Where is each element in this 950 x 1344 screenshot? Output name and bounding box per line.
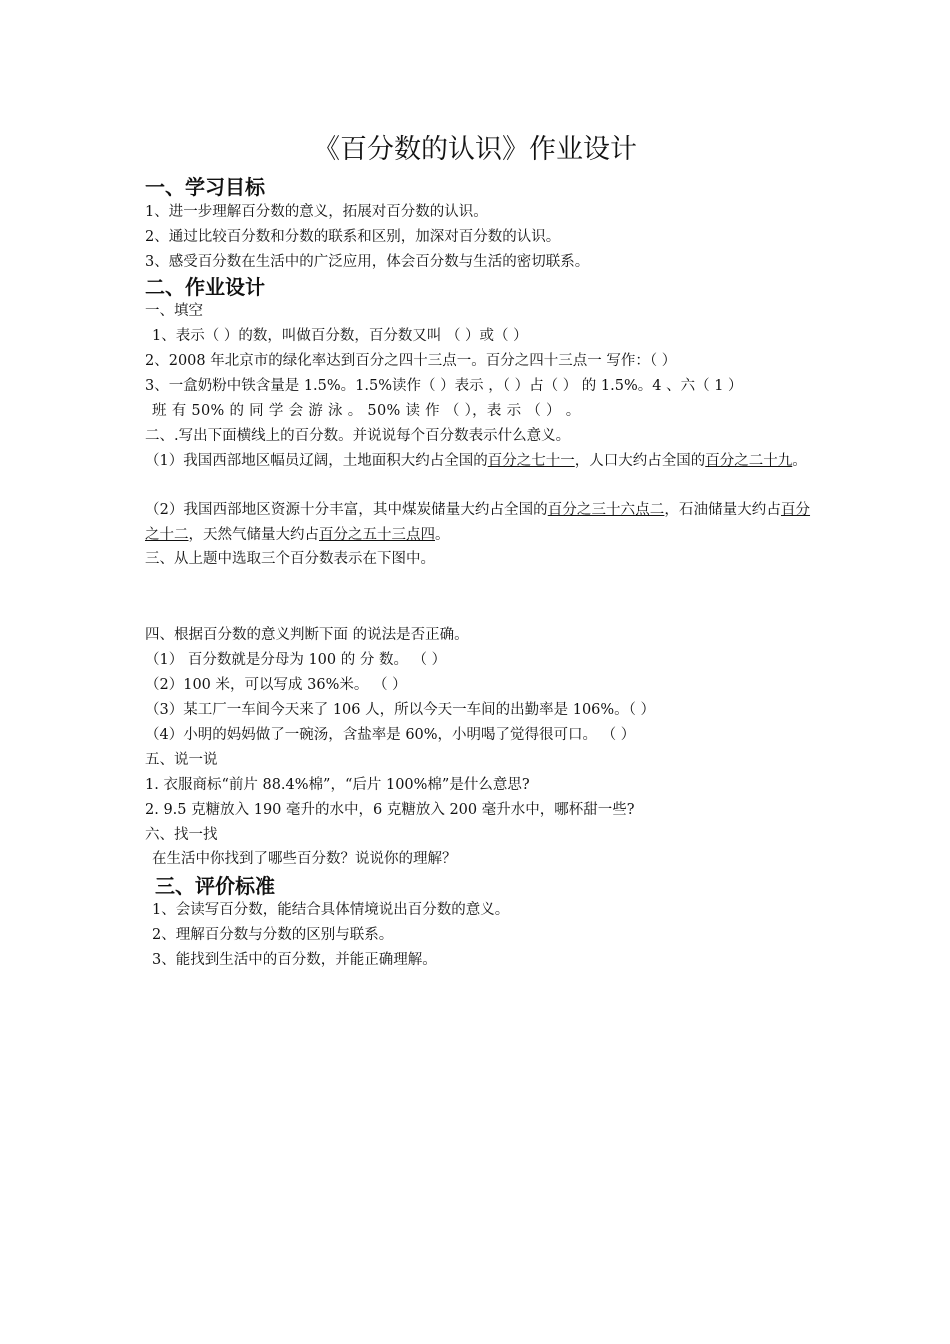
part5-label: 五、说一说 [145,752,218,768]
p2-underlined-percent-3: 百分之五十三点四 [319,527,435,543]
goal-item-2: 2、通过比较百分数和分数的联系和区别，加深对百分数的认识。 [145,229,561,245]
evaluation-item-2: 2、理解百分数与分数的区别与联系。 [152,927,394,943]
part1-label: 一、填空 [145,303,203,319]
evaluation-item-3: 3、能找到生活中的百分数，并能正确理解。 [152,952,437,968]
p1-text-c: 。 [792,453,807,469]
goal-item-3: 3、感受百分数在生活中的广泛应用，体会百分数与生活的密切联系。 [145,254,590,270]
part2-label: 二、.写出下面横线上的百分数。并说说每个百分数表示什么意义。 [145,428,571,444]
part6-label: 六、找一找 [145,827,218,843]
p2-text-a: （2）我国西部地区资源十分丰富，其中煤炭储量大约占全国的 [145,502,548,518]
part3-label: 三、从上题中选取三个百分数表示在下图中。 [145,551,435,567]
fill-question-1: 1、表示（ ）的数，叫做百分数，百分数又叫 （ ）或（ ） [152,328,528,344]
p2-underlined-percent-2: 百分之十二 [145,502,811,543]
p1-underlined-percent-1: 百分之七十一 [487,453,575,469]
document-title: 《百分数的认识》作业设计 [313,134,637,165]
fill-question-3-line2: 班 有 50% 的 同 学 会 游 泳 。 50% 读 作 （ ），表 示 （ ） 。 [152,403,581,419]
p2-text-d: 。 [435,527,450,543]
part4-label: 四、根据百分数的意义判断下面 的说法是否正确。 [145,627,469,643]
goal-item-1: 1、进一步理解百分数的意义，拓展对百分数的认识。 [145,204,488,220]
judge-item-4: （4）小明的妈妈做了一碗汤，含盐率是 60%，小明喝了觉得很可口。 （ ） [145,727,636,743]
part2-paragraph-2 [145,498,810,548]
judge-item-2: （2）100 米，可以写成 36%米。 （ ） [145,677,407,693]
fill-question-3-line1: 3、一盒奶粉中铁含量是 1.5%。1.5%读作（ ）表示 ，（ ）占（ ） 的 1.5%。4 、六（ 1 ） [145,378,743,394]
find-item-text: 在生活中你找到了哪些百分数？说说你的理解？ [152,851,457,867]
fill-question-2: 2、2008 年北京市的绿化率达到百分之四十三点一。百分之四十三点一 写作：（ ） [145,353,677,369]
section-heading-learning-goals: 一、学习目标 [145,175,265,199]
judge-item-3: （3）某工厂一车间今天来了 106 人，所以今天一车间的出勤率是 106%。（ ） [145,702,656,718]
section-heading-evaluation: 三、评价标准 [155,874,275,898]
p2-text-b: ，石油储量大约占 [664,502,781,518]
judge-item-1: （1） 百分数就是分母为 100 的 分 数。 （ ） [145,652,447,668]
p1-underlined-percent-2: 百分之二十九 [705,453,793,469]
p2-underlined-percent-1: 百分之三十六点二 [547,502,665,518]
part2-paragraph-1 [145,449,810,474]
p2-text-c: ，天然气储量大约占 [188,527,319,543]
discuss-item-2: 2. 9.5 克糖放入 190 毫升的水中，6 克糖放入 200 毫升水中，哪杯甜一些? [145,802,635,818]
evaluation-item-1: 1、会读写百分数，能结合具体情境说出百分数的意义。 [152,902,510,918]
p1-text-b: ，人口大约占全国的 [574,453,706,469]
discuss-item-1: 1. 衣服商标“前片 88.4%棉”，“后片 100%棉”是什么意思? [145,777,530,793]
section-heading-homework-design: 二、作业设计 [145,275,265,299]
p1-text-a: （1）我国西部地区幅员辽阔，土地面积大约占全国的 [145,453,488,469]
